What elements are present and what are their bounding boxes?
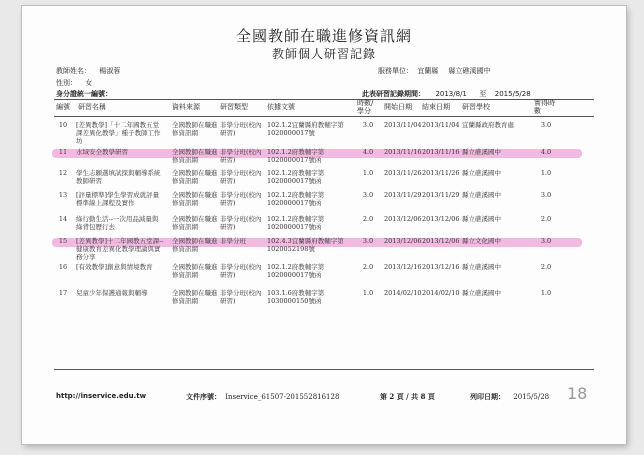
row-training-name: 綠行動生活--一次用品減量與綠背包歷行去 <box>76 215 159 231</box>
row-end-date: 2013/12/06 <box>422 215 460 223</box>
row-earned-hours: 4.0 <box>540 148 552 156</box>
table-row <box>54 237 594 261</box>
footer-url: http://inservice.edu.tw <box>56 392 147 400</box>
row-training-name: [評量標準]學生學習成就評量標準線上課程及實作 <box>76 191 160 207</box>
row-doc-number: 102.4.3宜蘭縣府教輔字第1020052198號 <box>267 237 344 253</box>
row-hours: 3.0 <box>362 121 374 129</box>
header-bottom-rule <box>54 116 594 117</box>
document-sheet <box>22 6 626 444</box>
row-start-date: 2013/11/04 <box>384 121 422 129</box>
service-unit-county: 宜蘭縣 <box>417 67 439 75</box>
row-start-date: 2013/11/26 <box>384 169 422 177</box>
row-type: 非學分班(校內研習) <box>220 263 262 279</box>
document-title: 全國教師在職進修資訊網 <box>235 27 412 45</box>
row-source: 全國教師在職進修資訊網 <box>172 148 218 164</box>
footer-doc-no: Inservice_61507-201552816128 <box>225 393 340 401</box>
col-start: 開始日期 <box>384 103 412 111</box>
record-period-to: 至 <box>479 90 487 98</box>
table-row <box>54 169 594 193</box>
row-end-date: 2013/11/29 <box>422 191 460 199</box>
row-training-name: [差異教學]「十二年國教五堂課差異化教學」種子教師工作坊 <box>76 121 161 145</box>
col-earned: 實得時數 <box>534 99 555 115</box>
row-doc-number: 103.1.6府教輔字第1030000150號函 <box>267 289 325 305</box>
footer-doc-label: 文件序號： <box>186 392 221 401</box>
gender-label: 性別： <box>56 79 77 87</box>
row-training-name: 水域安全教學研習 <box>76 148 128 156</box>
row-earned-hours: 3.0 <box>540 121 552 129</box>
col-source: 資料來源 <box>172 103 200 111</box>
row-earned-hours: 3.0 <box>540 191 552 199</box>
row-doc-number: 102.1.2府教輔字第1020000017號函 <box>267 191 325 207</box>
row-start-date: 2014/02/10 <box>384 289 422 297</box>
row-source: 全國教師在職進修資訊網 <box>172 191 218 207</box>
col-no: 編號 <box>56 103 70 111</box>
table-top-rule <box>54 99 594 100</box>
row-doc-number: 102.1.2府教輔字第1020000017號函 <box>267 263 325 279</box>
row-school: 宜蘭縣政府教育處 <box>462 121 514 129</box>
row-type: 非學分班 <box>220 237 246 245</box>
row-hours: 3.0 <box>362 191 374 199</box>
col-type: 研習類型 <box>220 103 248 111</box>
row-earned-hours: 1.0 <box>540 289 552 297</box>
row-no: 11 <box>58 148 68 156</box>
row-source: 全國教師在職進修資訊網 <box>172 215 218 231</box>
row-end-date: 2013/12/06 <box>422 237 460 245</box>
table-row <box>54 263 594 287</box>
row-hours: 2.0 <box>362 215 374 223</box>
row-school: 縣立礁溪國中 <box>462 215 501 223</box>
row-earned-hours: 3.0 <box>540 237 552 245</box>
row-training-name: 學生志願選填試探與輔導系統教師研習 <box>76 169 161 185</box>
row-doc-number: 102.1.2府教輔字第1020000017號函 <box>267 215 325 231</box>
row-start-date: 2013/12/06 <box>384 237 422 245</box>
row-school: 縣立文化國中 <box>462 237 501 245</box>
footer-page: 第 2 頁 / 共 8 頁 <box>380 392 435 401</box>
row-source: 全國教師在職進修資訊網 <box>172 237 218 253</box>
row-hours: 4.0 <box>362 148 374 156</box>
row-source: 全國教師在職進修資訊網 <box>172 169 218 185</box>
col-name: 研習名稱 <box>78 103 106 111</box>
row-type: 非學分班(校內研習) <box>220 169 262 185</box>
row-type: 非學分班(校內研習) <box>220 215 262 231</box>
row-source: 全國教師在職進修資訊網 <box>172 263 218 279</box>
row-type: 非學分班(校內研習) <box>220 148 262 164</box>
document-subtitle: 教師個人研習記錄 <box>271 47 376 61</box>
row-doc-number: 102.1.2府教輔字第1020000017號函 <box>267 169 325 185</box>
row-no: 16 <box>58 263 68 271</box>
row-school: 縣立礁溪國中 <box>462 148 501 156</box>
col-doc: 依據文號 <box>267 103 295 111</box>
service-unit-line <box>378 66 490 76</box>
teacher-name: 楊淑蓉 <box>99 67 121 75</box>
row-no: 13 <box>58 191 68 199</box>
row-no: 14 <box>58 215 68 223</box>
table-row <box>54 289 594 313</box>
row-training-name: [差異教學]十二年國教五堂課--健康教育差異化教學理論與實務分享 <box>76 237 164 261</box>
row-end-date: 2013/12/16 <box>422 263 460 271</box>
row-doc-number: 102.1.2宜蘭縣府教輔字第1020000017號 <box>267 121 344 137</box>
footer-doc-line <box>186 392 339 402</box>
record-period-line <box>362 89 531 99</box>
row-school: 縣立礁溪國中 <box>462 289 501 297</box>
row-doc-number: 102.1.2府教輔字第1020000017號函 <box>267 148 325 164</box>
row-school: 縣立礁溪國中 <box>462 169 501 177</box>
row-end-date: 2014/02/10 <box>422 289 460 297</box>
row-earned-hours: 2.0 <box>540 263 552 271</box>
table-row <box>54 191 594 215</box>
row-hours: 1.0 <box>362 289 374 297</box>
row-training-name: [有效教學]創意與情境教育 <box>76 263 153 271</box>
row-start-date: 2013/11/16 <box>384 148 422 156</box>
row-hours: 3.0 <box>362 237 374 245</box>
row-type: 非學分班(校內研習) <box>220 191 262 207</box>
row-hours: 2.0 <box>362 263 374 271</box>
footer-print-date: 2015/5/28 <box>513 393 550 401</box>
footer-print-label: 列印日期： <box>470 392 505 401</box>
row-no: 10 <box>58 121 68 129</box>
row-training-name: 兒童少年保護通報與輔導 <box>76 289 148 297</box>
row-school: 縣立礁溪國中 <box>462 191 501 199</box>
row-type: 非學分班(校內研習) <box>220 289 262 305</box>
row-no: 17 <box>58 289 68 297</box>
teacher-name-line <box>56 66 120 76</box>
service-unit-school: 縣立礁溪國中 <box>448 67 491 75</box>
teacher-name-label: 教師姓名： <box>56 67 91 75</box>
row-source: 全國教師在職進修資訊網 <box>172 121 218 137</box>
handwritten-page-number: 18 <box>567 384 588 403</box>
service-unit-label: 服務單位： <box>378 67 413 75</box>
record-period-label: 此表研習記錄期間： <box>362 90 425 98</box>
footer-print-line <box>470 392 549 402</box>
row-type: 非學分班(校內研習) <box>220 121 262 137</box>
gender-line <box>56 78 92 88</box>
col-end: 結束日期 <box>422 103 450 111</box>
row-end-date: 2013/11/16 <box>422 148 460 156</box>
id-label: 身分證統一編號： <box>56 90 112 98</box>
record-period-start: 2013/8/1 <box>435 90 467 98</box>
row-hours: 1.0 <box>362 169 374 177</box>
row-earned-hours: 1.0 <box>540 169 552 177</box>
row-school: 縣立礁溪國中 <box>462 263 501 271</box>
row-no: 15 <box>58 237 68 245</box>
id-line <box>56 89 112 99</box>
table-row <box>54 215 594 239</box>
row-end-date: 2013/11/26 <box>422 169 460 177</box>
row-earned-hours: 2.0 <box>540 215 552 223</box>
col-school: 研習學校 <box>462 103 490 111</box>
record-period-end: 2015/5/28 <box>494 90 531 98</box>
table-bottom-rule <box>54 369 594 370</box>
row-no: 12 <box>58 169 68 177</box>
row-start-date: 2013/11/29 <box>384 191 422 199</box>
col-hours: 時數/學分 <box>357 99 374 115</box>
gender-value: 女 <box>85 79 93 87</box>
row-source: 全國教師在職進修資訊網 <box>172 289 218 305</box>
row-start-date: 2013/12/06 <box>384 215 422 223</box>
row-start-date: 2013/12/16 <box>384 263 422 271</box>
table-row <box>54 121 594 145</box>
row-end-date: 2013/11/04 <box>422 121 460 129</box>
